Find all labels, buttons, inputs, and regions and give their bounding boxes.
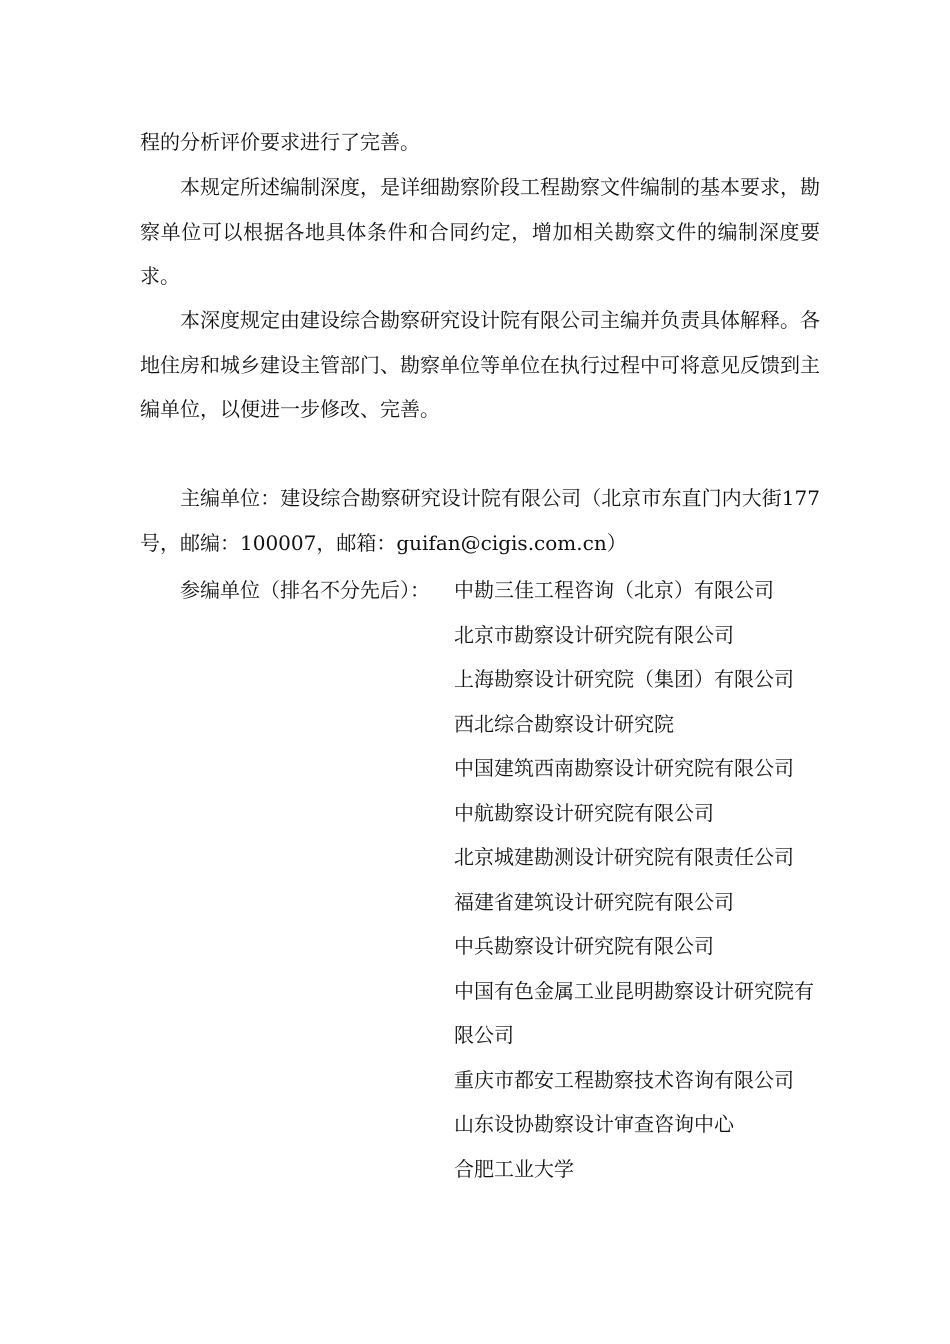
paragraph-depth-requirements: 本规定所述编制深度，是详细勘察阶段工程勘察文件编制的基本要求，勘察单位可以根据各地具体条件和合同约定，增加相关勘察文件的编制深度要求。 [140,175,820,288]
participant-unit: 中兵勘察设计研究院有限公司 [454,934,714,958]
participant-unit: 合肥工业大学 [454,1156,574,1181]
participant-unit: 中航勘察设计研究院有限公司 [454,800,714,825]
participant-unit: 山东设协勘察设计审查咨询中心 [454,1112,734,1136]
participants-list [454,568,824,1191]
participant-unit: 中国有色金属工业昆明勘察设计研究院有限公司 [454,978,814,1047]
participants-label: 参编单位（排名不分先后）： [180,578,430,602]
participant-unit: 北京城建勘测设计研究院有限责任公司 [454,845,794,869]
participant-unit: 中国建筑西南勘察设计研究院有限公司 [454,756,794,780]
participant-unit: 西北综合勘察设计研究院 [454,711,674,736]
participant-unit: 重庆市都安工程勘察技术咨询有限公司 [454,1067,794,1092]
participant-unit: 福建省建筑设计研究院有限公司 [454,889,734,914]
chief-editor-unit: 主编单位：建设综合勘察研究设计院有限公司（北京市东直门内大街177号，邮编：100007，邮箱：guifan@cigis.com.cn） [140,486,820,555]
paragraph-continuation: 程的分析评价要求进行了完善。 [140,130,420,154]
paragraph-interpretation: 本深度规定由建设综合勘察研究设计院有限公司主编并负责具体解释。各地住房和城乡建设主管部门、勘察单位等单位在执行过程中可将意见反馈到主编单位，以便进一步修改、完善。 [140,308,820,421]
participant-unit: 上海勘察设计研究院（集团）有限公司 [454,667,794,691]
participant-unit: 中勘三佳工程咨询（北京）有限公司 [454,578,774,602]
participant-unit: 北京市勘察设计研究院有限公司 [454,622,734,647]
